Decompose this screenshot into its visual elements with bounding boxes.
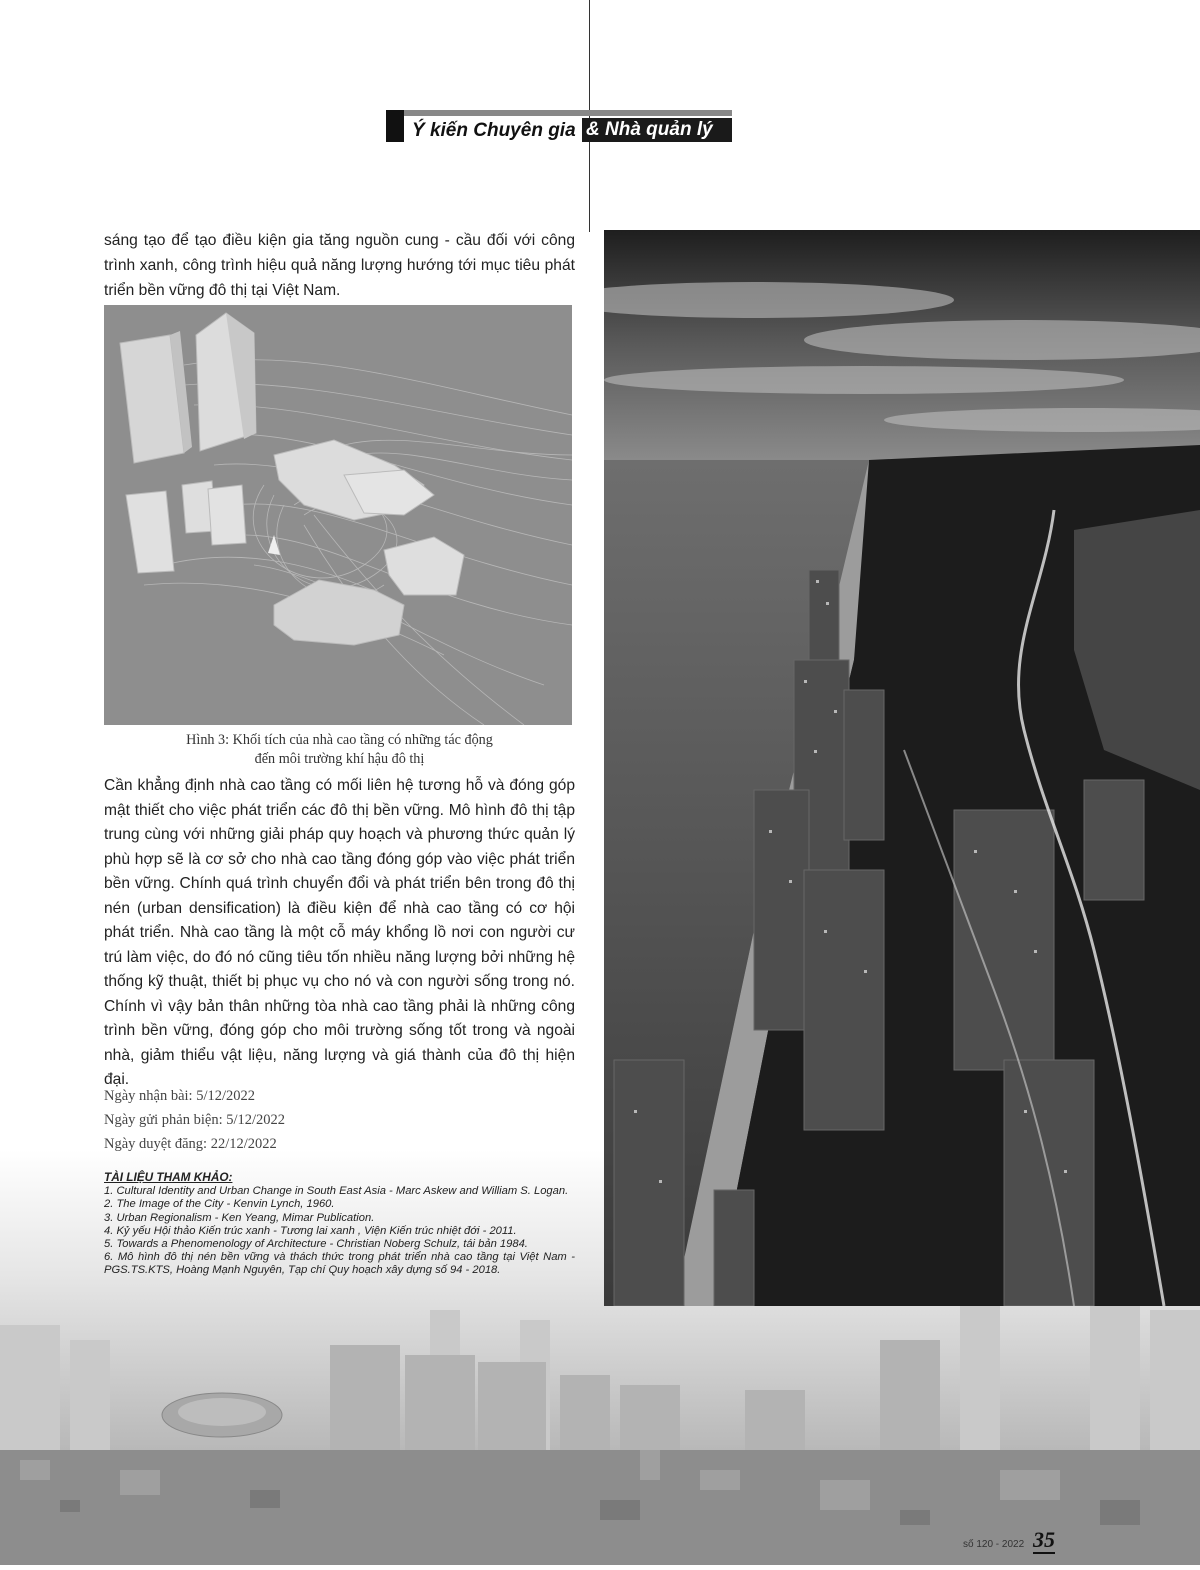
article-dates [104, 1084, 285, 1156]
reference-item: 6. Mô hình đô thị nén bền vững và thách thức trong phát triển nhà cao tầng tại Việt Nam - PGS.TS.KTS, Hoàng Mạnh Nguyên, Tạp chí Quy hoạch xây dựng số 94 - 2018. [104, 1251, 575, 1277]
caption-line-2: đến môi trường khí hậu đô thị [254, 751, 425, 767]
reference-item: 4. Kỷ yếu Hội thảo Kiến trúc xanh - Tương lai xanh , Viện Kiến trúc nhiệt đới - 2011. [104, 1224, 517, 1237]
reference-item: 2. The Image of the City - Kenvin Lynch, 1960. [104, 1198, 335, 1211]
date-received: Ngày nhận bài: 5/12/2022 [104, 1088, 256, 1104]
reference-item: 5. Towards a Phenomenology of Architecture - Christian Noberg Schulz, tái bản 1984. [104, 1238, 528, 1251]
references [104, 1171, 575, 1278]
reference-item: 3. Urban Regionalism - Ken Yeang, Mimar Publication. [104, 1211, 375, 1224]
caption-line-1: Hình 3: Khối tích của nhà cao tầng có những tác động [186, 732, 493, 748]
date-approved: Ngày duyệt đăng: 22/12/2022 [104, 1136, 277, 1152]
body-paragraph: Cần khẳng định nhà cao tầng có mối liên hệ tương hỗ và đóng góp mật thiết cho việc phát triển các đô thị bền vững. Mô hình đô thị tập trung cùng với những giải pháp quy hoạch và phương thức quản lý phù hợp sẽ là cơ sở cho nhà cao tầng đóng góp vào việc phát triển bền vững. Chính quá trình chuyển đổi và phát triển bên trong đô thị nén (urban densification) là điều kiện để nhà cao tầng có cơ hội phát triển. Nhà cao tầng là một cỗ máy khổng lồ nơi con người cư trú làm việc, do đó nó cũng tiêu tốn nhiều năng lượng bởi những hệ thống kỹ thuật, thiết bị phục vụ cho nó và con người sống trong nó. Chính vì vậy bản thân những tòa nhà cao tầng phải là những công trình bền vững, đóng góp cho môi trường sống tốt trong và ngoài nhà, giảm thiểu vật liệu, năng lượng và giá thành của đô thị hiện đại. [104, 777, 575, 1088]
section-header [386, 110, 732, 142]
night-city-photo [604, 230, 1200, 1306]
date-reviewed: Ngày gửi phản biện: 5/12/2022 [104, 1112, 286, 1128]
figure-3-image [104, 305, 572, 725]
header-marker [386, 110, 404, 142]
references-title: TÀI LIỆU THAM KHẢO: [104, 1170, 233, 1184]
section-title-left: Ý kiến Chuyên gia [412, 120, 576, 141]
page-footer [963, 1527, 1055, 1553]
figure-3-caption [104, 731, 575, 769]
page-number: 35 [1032, 1527, 1055, 1552]
section-title-right: & Nhà quản lý [582, 118, 732, 142]
reference-item: 1. Cultural Identity and Urban Change in South East Asia - Marc Askew and William S. Logan. [104, 1185, 569, 1198]
header-rule [404, 110, 732, 116]
issue-label: số 120 - 2022 [963, 1539, 1025, 1550]
intro-paragraph: sáng tạo để tạo điều kiện gia tăng nguồn cung - cầu đối với công trình xanh, công trình hiệu quả năng lượng hướng tới mục tiêu phát triển bền vững đô thị tại Việt Nam. [104, 232, 575, 299]
